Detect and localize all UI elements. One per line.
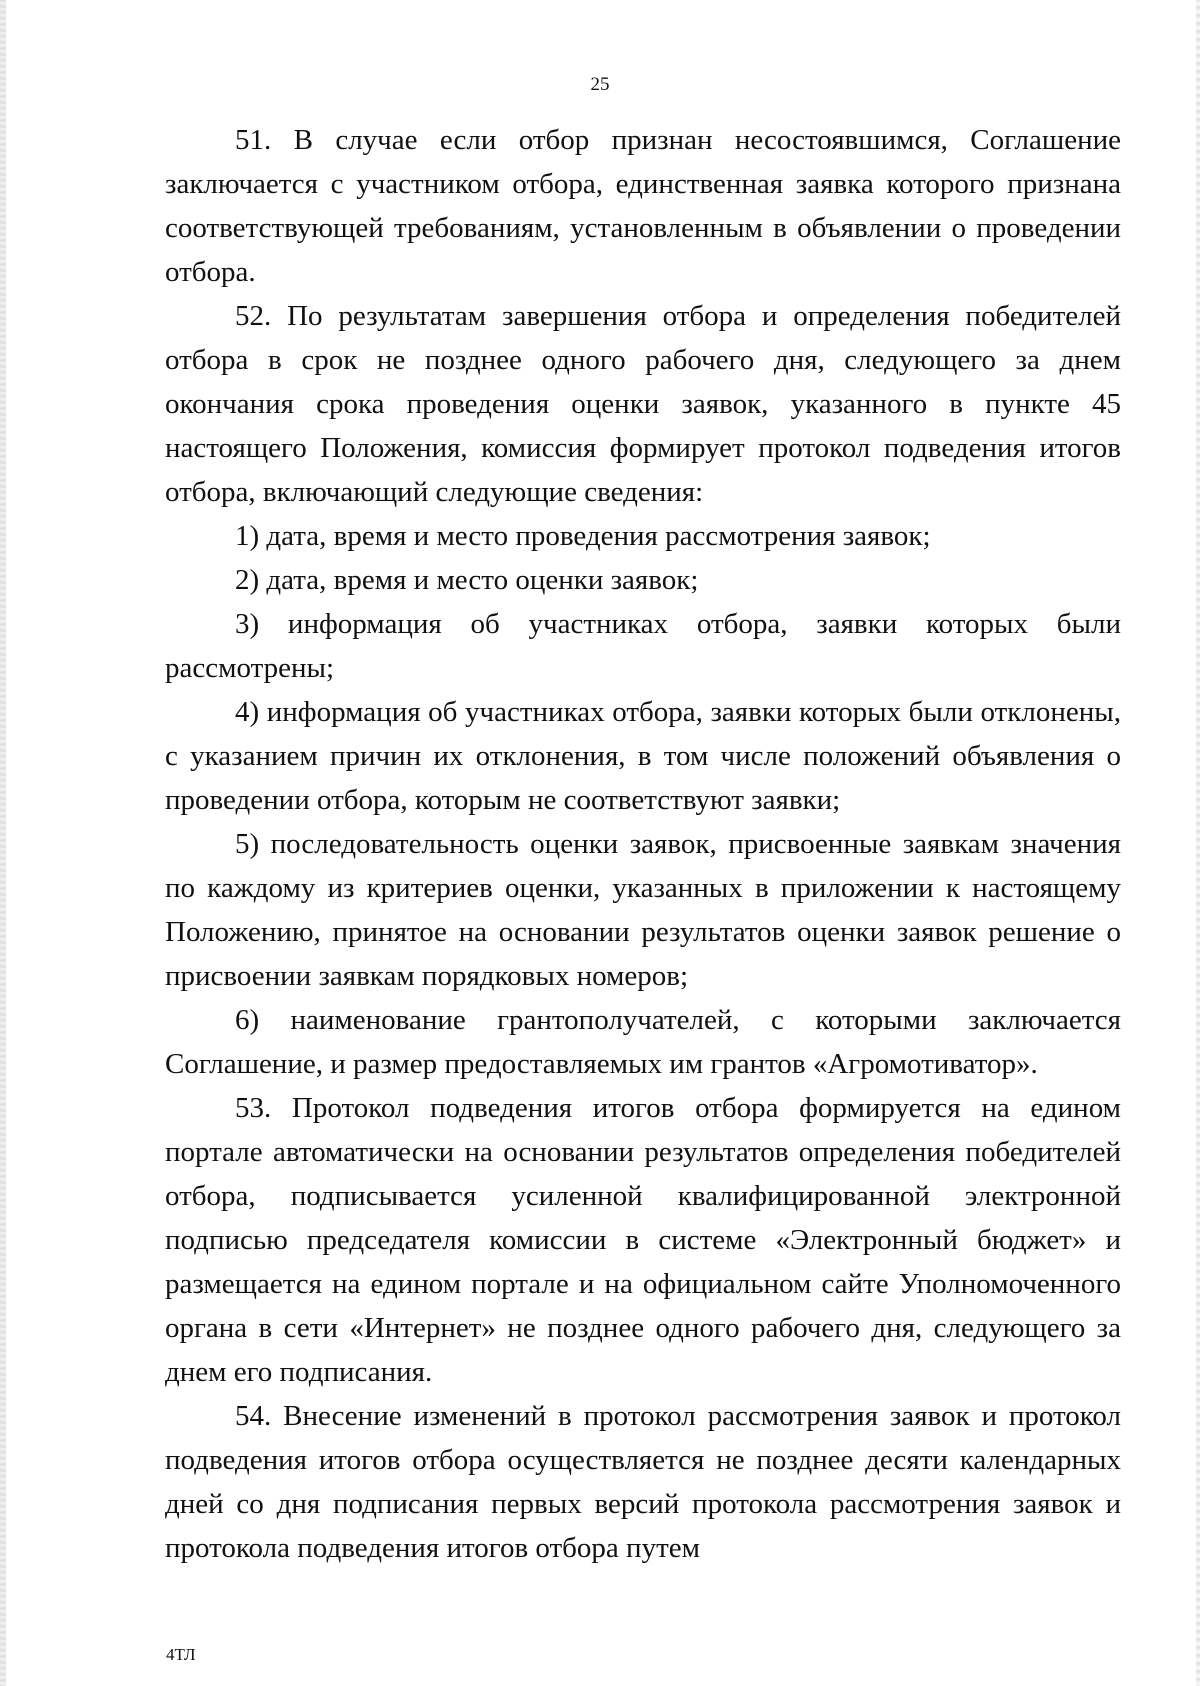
paragraph-52: 52. По результатам завершения отбора и определения победителей отбора в срок не позднее одного рабочего дня, следующего за днем окончания срока проведения оценки заявок, указанного в пункте 45 настоящего Положения, комиссия формирует протокол подведения итогов отбора, включающий следующие сведения: xyxy=(165,300,1121,508)
list-item-6: 6) наименование грантополучателей, с которыми заключается Соглашение, и размер предоставляемых им грантов «Агромотиватор». xyxy=(165,1004,1121,1080)
scan-edge-right xyxy=(1196,0,1200,1686)
list-item-1: 1) дата, время и место проведения рассмотрения заявок; xyxy=(235,520,931,552)
page-number: 25 xyxy=(590,74,610,95)
paragraph-54: 54. Внесение изменений в протокол рассмотрения заявок и протокол подведения итогов отбора осуществляется не позднее десяти календарных дней со дня подписания первых версий протокола рассмотрения заявок и протокола подведения итогов отбора путем xyxy=(165,1400,1121,1564)
paragraph-51: 51. В случае если отбор признан несостоявшимся, Соглашение заключается с участником отбора, единственная заявка которого признана соответствующей требованиям, установленным в объявлении о проведении отбора. xyxy=(165,124,1121,288)
list-item-2: 2) дата, время и место оценки заявок; xyxy=(235,564,699,596)
document-body xyxy=(165,118,1121,1570)
scan-edge-left xyxy=(0,0,6,1686)
paragraph-53: 53. Протокол подведения итогов отбора формируется на едином портале автоматически на основании результатов определения победителей отбора, подписывается усиленной квалифицированной электронной подписью председателя комиссии в системе «Электронный бюджет» и размещается на едином портале и на официальном сайте Уполномоченного органа в сети «Интернет» не позднее одного рабочего дня, следующего за днем его подписания. xyxy=(165,1092,1121,1388)
list-item-5: 5) последовательность оценки заявок, присвоенные заявкам значения по каждому из критериев оценки, указанных в приложении к настоящему Положению, принятое на основании результатов оценки заявок решение о присвоении заявкам порядковых номеров; xyxy=(165,828,1121,992)
list-item-4: 4) информация об участниках отбора, заявки которых были отклонены, с указанием причин их отклонения, в том числе положений объявления о проведении отбора, которым не соответствуют заявки; xyxy=(165,696,1121,816)
list-item-3: 3) информация об участниках отбора, заявки которых были рассмотрены; xyxy=(165,608,1121,684)
footer-code: 4ТЛ xyxy=(166,1645,196,1664)
